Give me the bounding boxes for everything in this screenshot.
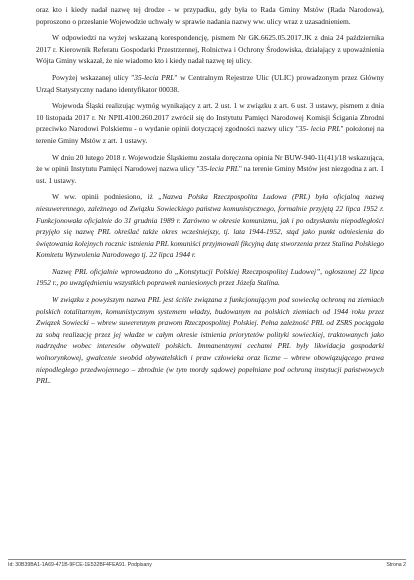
document-body	[36, 4, 384, 387]
street-name-quote: 35-lecia PRL	[199, 164, 239, 174]
page-footer	[8, 559, 406, 568]
paragraph-8-text: W związku z powyższym nazwa PRL jest ściśle związana z funkcjonującym pod sowiecką ochroną na ziemiach polskich totalitarnym, komunistycznym systemem władzy, budowanym na polskich ziemiach od 1944 roku przez Związek Sowiecki – wbrew suwerennym prawom Rzeczpospolitej Polskiej. Pełna zależność PRL od ZSRS pociągała za sobą realizację przez jej władze w całym okresie istnienia priorytetów polityki sowieckiej, traktowanych jako nadrzędne wobec interesów obywateli polskich. Immanentnymi cechami PRL były likwidacja gospodarki wolnorynkowej, gwałcenie swobód obywatelskich i praw człowieka oraz liczne – wbrew obowiązującego prawa niepodległego przedwojennego – zbrodnie (w tym mordy sądowe) popełniane pod ochroną instytucji państwowych PRL.	[36, 295, 384, 386]
paragraph-3-text-a: Powyżej wskazanej ulicy "	[52, 72, 135, 82]
paragraph-7	[36, 266, 384, 289]
document-id: Id: 30B39BA1-1A69-471B-9FCE-1E532BF4FEA91. Podpisany	[8, 562, 152, 568]
paragraph-4	[36, 100, 384, 146]
paragraph-2	[36, 32, 384, 67]
paragraph-1-text: oraz kto i kiedy nadał nazwę tej drodze - w przypadku, gdy była to Rada Gminy Mstów (Rada Narodowa), poproszono o przesłanie Wojewodzie uchwały w sprawie nadania nazwy ww. ulicy wraz z uzasadnieniem.	[36, 5, 384, 26]
paragraph-8	[36, 294, 384, 387]
paragraph-3	[36, 72, 384, 95]
paragraph-3-text-b: " w Centralnym Rejestrze Ulic (ULIC) prowadzonym przez Główny Urząd Statystyczny nadano identyfikator 00038.	[36, 72, 384, 94]
street-name-quote: 35-lecia PRL	[134, 72, 175, 82]
paragraph-5-text-a: W dniu 20 lutego 2018 r. Wojewodzie Śląskiemu została doręczona opinia Nr BUW-940-11(41)/18 wskazująca, że w opinii Instytutu Pamięci Narodowej nazwa ulicy "	[36, 152, 384, 174]
ipn-opinion-quote: „Nazwa Polska Rzeczpospolita Ludowa (PRL) była oficjalną nazwą niesuwerennego, zależnego od Związku Sowieckiego państwa komunistycznego, formalnie przyjętą 22 lipca 1952 r. Funkcjonowała oficjalnie do 31 grudnia 1989 r. Zarówno w okresie komunizmu, jak i po odzyskaniu niepodległości przyjęło się nazwę PRL określać także okres wcześniejszy, tj. lata 1944-1952, stąd jako punkt odniesienia do świętowania kolejnych rocznic istnienia PRL komuniści przyjmowali fikcyjną datę stworzenia przez Stalina Polskiego Komitetu Wyzwolenia Narodowego tj. 22 lipca 1944 r.	[36, 192, 384, 260]
paragraph-5	[36, 152, 384, 187]
paragraph-4-text-b: " położonej na terenie Gminy Mstów z art. 1 ustawy.	[36, 124, 385, 145]
paragraph-1	[36, 4, 384, 27]
paragraph-6	[36, 191, 384, 261]
page-number: Strona 2	[386, 562, 406, 568]
paragraph-6-text-a: W ww. opinii podniesiono, iż	[52, 192, 159, 202]
street-name-quote: 35- lecia PRL	[298, 124, 341, 134]
paragraph-2-text: W odpowiedzi na wyżej wskazaną korespondencję, pismem Nr GK.6625.05.2017.JK z dnia 24 października 2017 r. Kierownik Referatu Gospodarki Przestrzennej, Rolnictwa i Ochrony Środowiska, działający z upoważnienia Wójta Gminy wskazał, że nie wiadomo kto i kiedy nadał nazwę tej ulicy.	[36, 33, 384, 66]
paragraph-7-text: Nazwę PRL oficjalnie wprowadzono do „Konstytucji Polskiej Rzeczpospolitej Ludowej”, ogłoszonej 22 lipca 1952 r., po uwzględnieniu wszystkich poprawek naniesionych przez Józefa Stalina.	[36, 266, 384, 288]
paragraph-4-text-a: Wojewoda Śląski realizując wymóg wynikający z art. 2 ust. 1 w związku z art. 6 ust. 3 ustawy, pismem z dnia 10 listopada 2017 r. Nr NPII.4100.260.2017 zwrócił się do Instytutu Pamięci Narodowej Komisji Ścigania Zbrodni przeciwko Narodowi Polskiemu - o wydanie opinii dotyczącej zgodności nazwy ulicy "	[36, 101, 384, 134]
paragraph-5-text-b: " na terenie Gminy Mstów jest niezgodna z art. 1 ust. 1 ustawy.	[36, 164, 385, 185]
